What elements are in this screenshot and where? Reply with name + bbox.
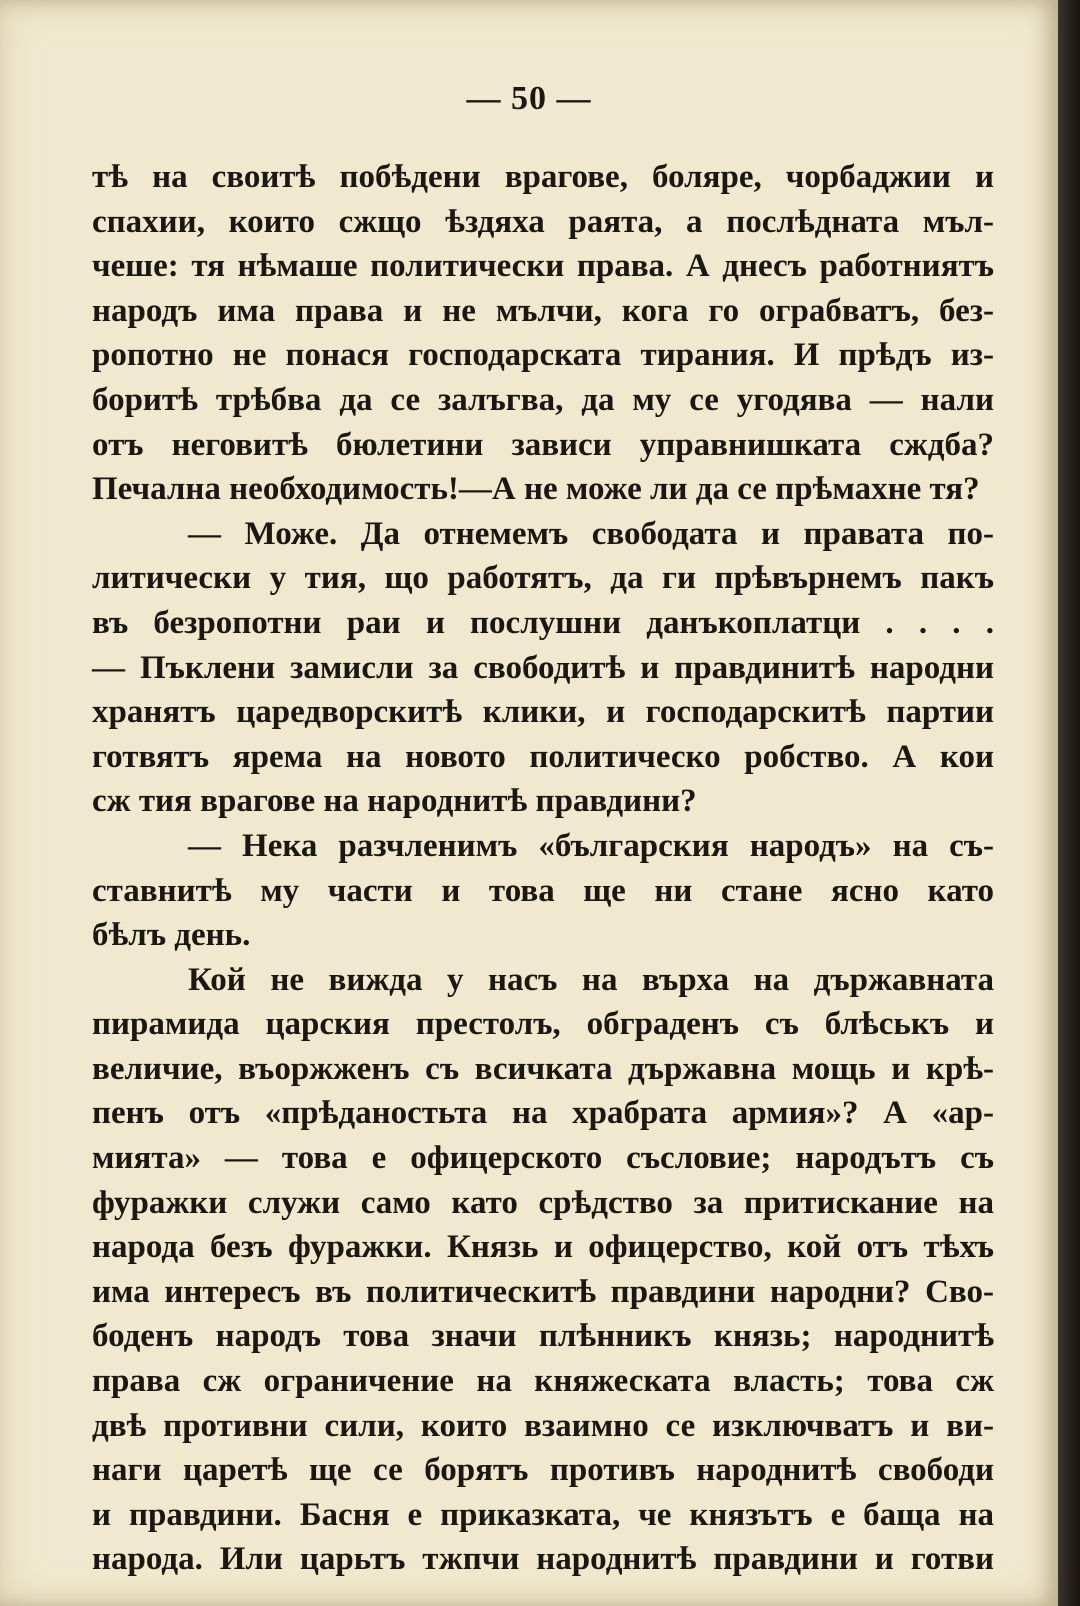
text-line: величие, въоржженъ съ всичката държавна мощь и крѣ- — [92, 1050, 994, 1087]
text-line: бѣлъ день. — [92, 917, 251, 954]
text-line: готвятъ ярема на новото политическо робство. А кои — [92, 738, 994, 775]
text-line: спахии, които сжщо ѣздяха раята, а послѣдната мъл- — [92, 203, 994, 240]
text-line: сж тия врагове на народнитѣ правдини? — [92, 783, 697, 820]
page-edge-shadow — [1058, 0, 1080, 1606]
text-line: пирамида царския престолъ, обграденъ съ блѣськъ и — [92, 1006, 994, 1043]
text-line: мията» — това е офицерското съсловие; народътъ съ — [92, 1140, 994, 1177]
text-line: Печална необходимость!—А не може ли да се прѣмахне тя? — [92, 471, 980, 508]
page-number: — 50 — — [466, 80, 592, 117]
text-line: тѣ на своитѣ побѣдени врагове, боляре, чорбаджии и — [92, 159, 994, 195]
text-line: наги царетѣ ще се борятъ противъ народнитѣ свободи — [92, 1452, 994, 1489]
text-line: народъ има права и не мълчи, кога го ограбватъ, без- — [92, 292, 994, 329]
body-text — [92, 155, 994, 1582]
text-line: има интересъ въ политическитѣ правдини народни? Сво- — [92, 1273, 994, 1310]
text-line: отъ неговитѣ бюлетини зависи управнишката сждба? — [92, 426, 994, 463]
text-line: и правдини. Басня е приказката, че князътъ е баща на — [92, 1496, 994, 1533]
text-line: — Нека разчленимъ «българския народъ» на съ- — [188, 827, 994, 864]
text-line: права сж ограничение на княжеската власть; това сж — [92, 1363, 994, 1400]
text-line: фуражки служи само като срѣдство за притискание на — [92, 1184, 994, 1221]
text-line: двѣ противни сили, които взаимно се изключватъ и ви- — [92, 1407, 994, 1444]
text-line: боденъ народъ това значи плѣнникъ князь; народнитѣ — [92, 1318, 994, 1355]
text-line: хранятъ царедворскитѣ клики, и господарскитѣ партии — [92, 694, 994, 731]
text-line: народа. Или царьтъ тжпчи народнитѣ правдини и готви — [92, 1541, 994, 1578]
text-line: ставнитѣ му части и това ще ни стане ясно като — [92, 872, 994, 909]
text-line: литически у тия, що работятъ, да ги прѣвърнемъ пакъ — [92, 560, 994, 597]
text-line: пенъ отъ «прѣданостьта на храбрата армия»? А «ар- — [92, 1095, 994, 1132]
text-line: — Може. Да отнемемъ свободата и правата по- — [188, 515, 994, 552]
text-line: въ безропотни раи и послушни данъкоплатци . . . . — [92, 604, 994, 641]
text-line: ропотно не понася господарската тирания. И прѣдъ из- — [92, 337, 994, 374]
text-line: народа безъ фуражки. Князь и офицерство, кой отъ тѣхъ — [92, 1229, 994, 1266]
text-line: чеше: тя нѣмаше политически права. А днесъ работниятъ — [92, 248, 994, 285]
text-line: — Пъклени замисли за свободитѣ и правдинитѣ народни — [92, 649, 994, 686]
text-line: боритѣ трѣбва да се залъгва, да му се угодява — нали — [92, 381, 994, 418]
text-line: Кой не вижда у насъ на върха на държавната — [188, 961, 994, 998]
